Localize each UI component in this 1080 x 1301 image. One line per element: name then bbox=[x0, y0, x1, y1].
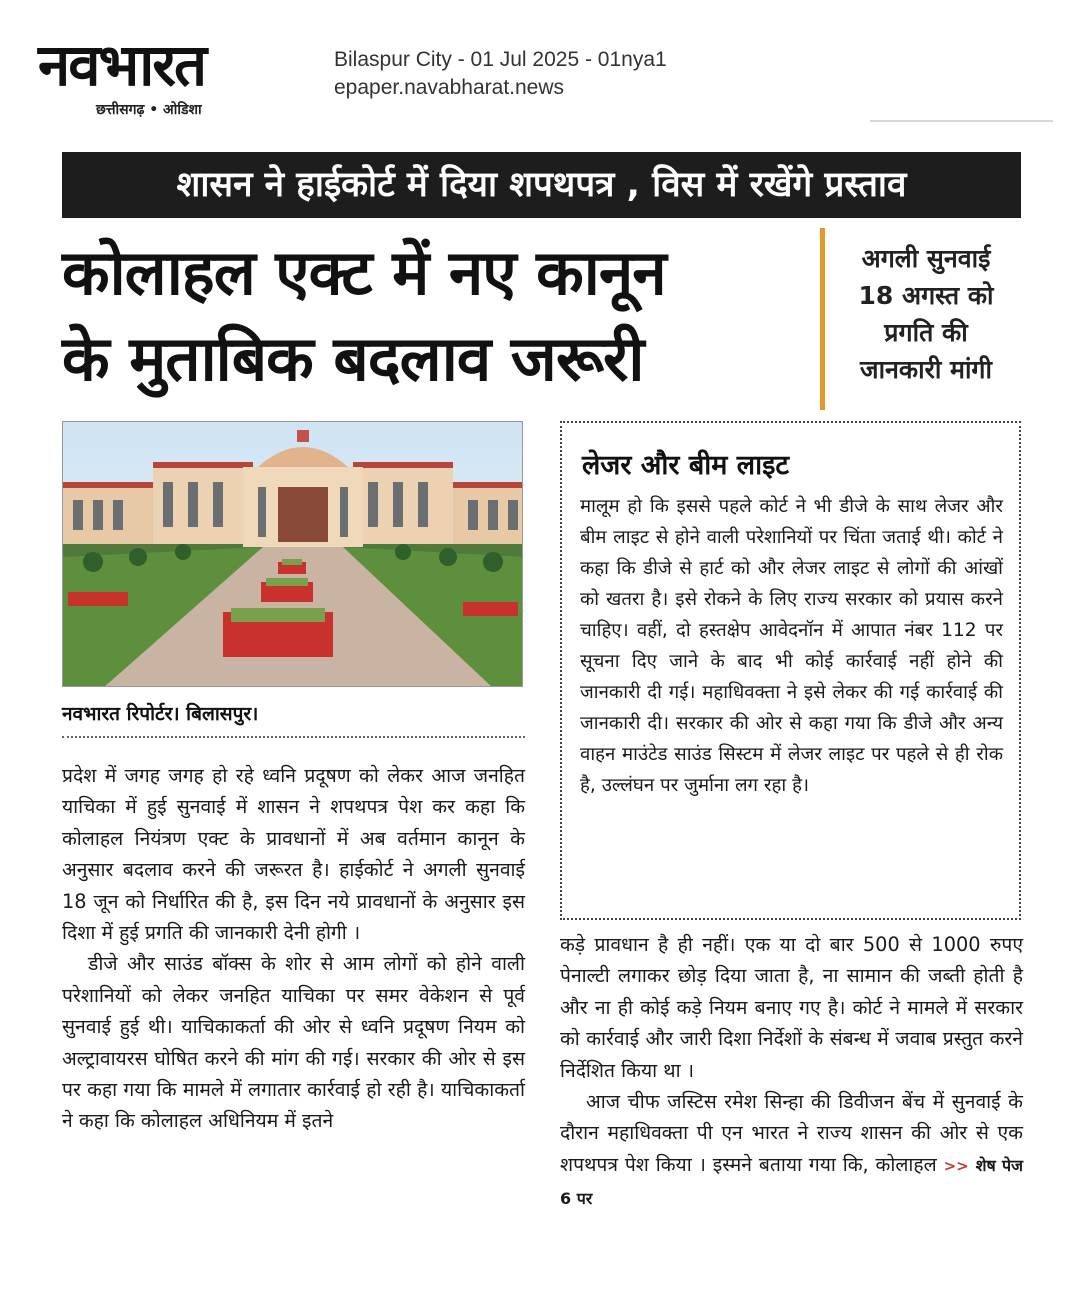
website-url[interactable]: epaper.navabharat.news bbox=[334, 76, 565, 99]
jump-arrow-icon: >> bbox=[943, 1156, 969, 1175]
high-court-photo bbox=[62, 421, 523, 687]
paragraph-text: आज चीफ जस्टिस रमेश सिन्हा की डिवीजन बेंच में सुनवाई के दौरान महाधिवक्ता पी एन भारत ने राज्य शासन की ओर से एक शपथपत्र पेश किया । इस्मने बताया गया कि, कोलाहल bbox=[560, 1090, 1023, 1176]
headline-line-1: कोलाहल एक्ट में नए कानून bbox=[62, 236, 666, 309]
paragraph: कड़े प्रावधान है ही नहीं। एक या दो बार 500 से 1000 रुपए पेनाल्टी लगाकर छोड़ दिया जाता है, ना सामान की जब्ती होती है और ना ही कोई कड़े नियम बनाए गए है। कोर्ट ने मामले में सरकार को कार्रवाई और जारी दिशा निर्देशों के संबन्ध में जवाब प्रस्तुत करने निर्देशित किया था । bbox=[560, 933, 1023, 1082]
paragraph bbox=[560, 1086, 1023, 1215]
side-deck-line-3: प्रगति की bbox=[884, 318, 968, 347]
kicker-headline: शासन ने हाईकोर्ट में दिया शपथपत्र , विस में रखेंगे प्रस्ताव bbox=[62, 152, 1021, 218]
headline-line-2: के मुताबिक बदलाव जरूरी bbox=[62, 322, 644, 395]
paragraph: मालूम हो कि इससे पहले कोर्ट ने भी डीजे के साथ लेजर और बीम लाइट से होने वाली परेशानियों पर चिंता जताई थी। कोर्ट ने कहा कि डीजे से हार्ट को और लेजर लाइट से लोगों की आंखों को खतरा है। इसे रोकने के लिए राज्य सरकार को प्रयास करने चाहिए। वहीं, दो हस्तक्षेप आवेदनॉन में आपात नंबर 112 पर सूचना दिए जाने के बाद भी कोई कार्रवाई नहीं होने की जानकारी दी गई। महाधिवक्ता ने इसे लेकर की गई कार्रवाई की जानकारी दी। सरकार की ओर से कहा गया कि डीजे और अन्य वाहन माउंटेड साउंड सिस्टम में लेजर लाइट पर पहले से ही रोक है, उल्लंघन पर जुर्माना लग रहा है। bbox=[580, 496, 1003, 796]
side-deck bbox=[836, 240, 1016, 388]
sidebar-box bbox=[560, 421, 1021, 920]
divider bbox=[62, 736, 525, 738]
byline: नवभारत रिपोर्टर। बिलासपुर। bbox=[62, 703, 259, 725]
box-body bbox=[580, 491, 1003, 801]
divider bbox=[870, 120, 1053, 122]
article-body-right bbox=[560, 929, 1023, 1215]
paragraph: डीजे और साउंड बॉक्स के शोर से आम लोगों को होने वाली परेशानियों को लेकर जनहित याचिका पर समर वेकेशन से पूर्व सुनवाई हुई थी। याचिकाकर्ता की ओर से ध्वनि प्रदूषण नियम को अल्ट्रावायरस घोषित करने की मांग की गई। सरकार की ओर से इस पर कहा गया कि मामले में लगातार कार्रवाई हो रही है। याचिकाकर्ता ने कहा कि कोलाहल अधिनियम में इतने bbox=[62, 952, 525, 1133]
side-deck-line-4: जानकारी मांगी bbox=[860, 355, 992, 384]
continued-link[interactable]: शेष पेज 6 पर bbox=[560, 1155, 1023, 1209]
brand-name: नवभारत bbox=[38, 31, 206, 99]
box-title: लेजर और बीम लाइट bbox=[582, 450, 789, 481]
paragraph: प्रदेश में जगह जगह हो रहे ध्वनि प्रदूषण को लेकर आज जनहित याचिका में हुई सुनवाई में शासन ने शपथपत्र पेश कर कहा कि कोलाहल नियंत्रण एक्ट के प्रावधानों में अब वर्तमान कानून के अनुसार बदलाव करने की जरूरत है। हाईकोर्ट ने अगली सुनवाई 18 जून को निर्धारित की है, इस दिन नये प्रावधानों के अनुसार इस दिशा में हुई प्रगति की जानकारी देनी होगी । bbox=[62, 764, 525, 945]
masthead-logo bbox=[38, 30, 310, 122]
article-body-left bbox=[62, 760, 525, 1137]
edition-info bbox=[334, 46, 667, 102]
edition-line: Bilaspur City - 01 Jul 2025 - 01nya1 bbox=[334, 48, 667, 71]
accent-divider bbox=[820, 228, 825, 410]
main-headline bbox=[62, 230, 822, 402]
side-deck-line-2: 18 अगस्त को bbox=[858, 281, 994, 310]
brand-tagline: छत्तीसगढ़ • ओडिशा bbox=[96, 102, 202, 118]
side-deck-line-1: अगली सुनवाई bbox=[861, 244, 991, 273]
